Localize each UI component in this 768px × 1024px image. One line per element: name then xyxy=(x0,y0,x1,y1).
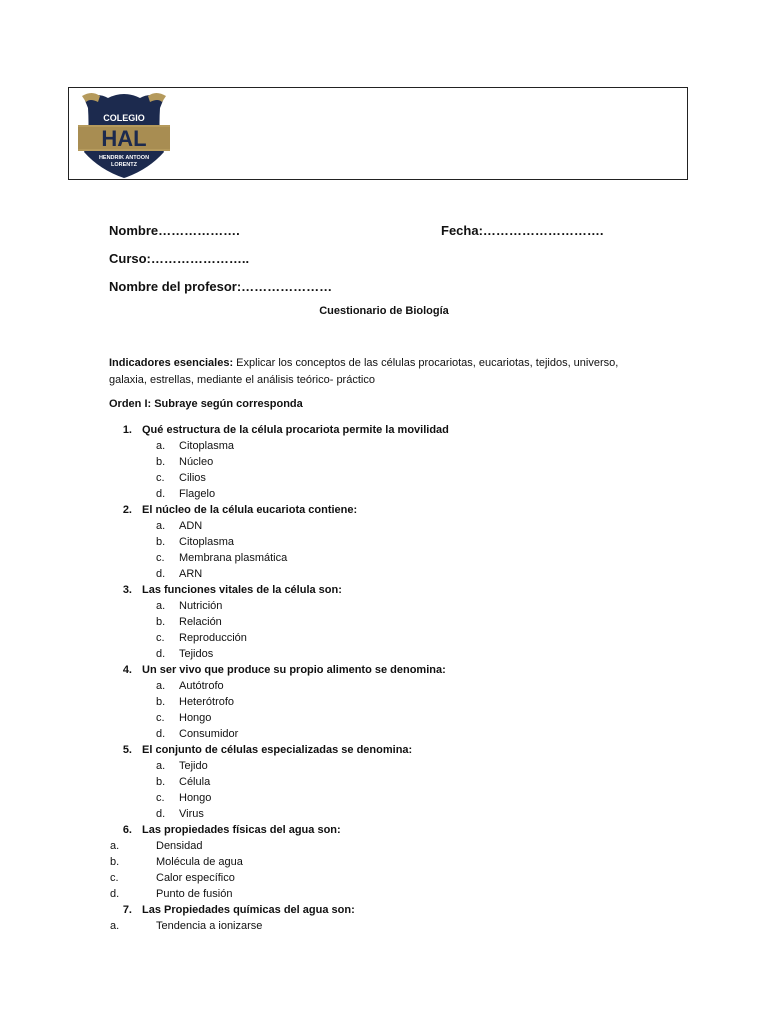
option-letter: b. xyxy=(156,536,166,548)
option-letter: c. xyxy=(156,792,165,804)
question-number: 5. xyxy=(122,744,132,756)
school-logo xyxy=(78,90,170,178)
option-letter: d. xyxy=(156,728,166,740)
logo-top-text: COLEGIO xyxy=(103,113,145,123)
logo-bottom-text-1: HENDRIK ANTOON xyxy=(98,155,150,161)
option-text: Autótrofo xyxy=(179,680,224,692)
question-text: Las funciones vitales de la célula son: xyxy=(142,584,342,596)
option-letter: a. xyxy=(110,840,120,852)
option-text: Densidad xyxy=(156,840,203,852)
option-text: Punto de fusión xyxy=(156,888,233,900)
option-letter: b. xyxy=(156,456,166,468)
date-field[interactable]: Fecha:………………………. xyxy=(441,223,604,238)
question-number: 7. xyxy=(122,904,132,916)
option-letter: b. xyxy=(110,856,120,868)
option-letter: d. xyxy=(110,888,120,900)
option-letter: a. xyxy=(156,440,166,452)
logo-bottom-text-2: LORENTZ xyxy=(111,162,137,168)
option-letter: d. xyxy=(156,568,166,580)
option-text: Tejidos xyxy=(179,648,214,660)
indicators-paragraph xyxy=(109,355,654,389)
option-letter: c. xyxy=(156,712,165,724)
option-letter: c. xyxy=(156,632,165,644)
option-text: Citoplasma xyxy=(179,440,235,452)
question-text: Las propiedades físicas del agua son: xyxy=(142,824,341,836)
question-number: 2. xyxy=(122,504,132,516)
option-text: ADN xyxy=(179,520,203,532)
option-text: Nutrición xyxy=(179,600,223,612)
question-text: Qué estructura de la célula procariota permite la movilidad xyxy=(142,424,449,436)
option-letter: a. xyxy=(156,680,166,692)
option-letter: a. xyxy=(156,600,166,612)
option-text: Tendencia a ionizarse xyxy=(156,920,263,932)
indicators-text: Explicar los conceptos de las células procariotas, eucariotas, tejidos, universo, galaxia, estrellas, mediante el análisis teórico- práctico xyxy=(109,357,619,386)
option-letter: a. xyxy=(156,520,166,532)
option-text: Virus xyxy=(179,808,204,820)
option-text: Flagelo xyxy=(179,488,216,500)
option-letter: d. xyxy=(156,488,166,500)
option-text: Núcleo xyxy=(179,456,214,468)
option-letter: c. xyxy=(156,552,165,564)
name-field[interactable]: Nombre………………. xyxy=(109,223,240,238)
question-number: 6. xyxy=(122,824,132,836)
question-number: 3. xyxy=(122,584,132,596)
option-text: Cilios xyxy=(179,472,206,484)
option-letter: c. xyxy=(156,472,165,484)
logo-main-text: HAL xyxy=(101,126,147,151)
header-box xyxy=(68,87,688,180)
option-letter: a. xyxy=(110,920,120,932)
option-text: Molécula de agua xyxy=(156,856,243,868)
option-text: Consumidor xyxy=(179,728,239,740)
option-text: Tejido xyxy=(179,760,208,772)
question-number: 1. xyxy=(122,424,132,436)
indicators-label: Indicadores esenciales: xyxy=(109,357,234,369)
option-letter: b. xyxy=(156,776,166,788)
section-heading: Orden I: Subraye según corresponda xyxy=(109,398,303,410)
option-letter: d. xyxy=(156,648,166,660)
option-text: ARN xyxy=(179,568,203,580)
question-text: El conjunto de células especializadas se denomina: xyxy=(142,744,413,756)
option-letter: b. xyxy=(156,696,166,708)
course-field[interactable]: Curso:………………….. xyxy=(109,251,250,266)
option-letter: c. xyxy=(110,872,119,884)
option-text: Calor específico xyxy=(156,872,235,884)
question-text: Las Propiedades químicas del agua son: xyxy=(142,904,355,916)
option-text: Citoplasma xyxy=(179,536,235,548)
question-text: El núcleo de la célula eucariota contiene: xyxy=(142,504,358,516)
option-text: Célula xyxy=(179,776,211,788)
question-text: Un ser vivo que produce su propio alimento se denomina: xyxy=(142,664,446,676)
option-letter: d. xyxy=(156,808,166,820)
teacher-field[interactable]: Nombre del profesor:………………… xyxy=(109,279,333,294)
option-text: Hongo xyxy=(179,712,212,724)
document-title: Cuestionario de Biología xyxy=(319,305,449,317)
option-text: Relación xyxy=(179,616,222,628)
option-letter: a. xyxy=(156,760,166,772)
option-letter: b. xyxy=(156,616,166,628)
question-number: 4. xyxy=(122,664,132,676)
option-text: Hongo xyxy=(179,792,212,804)
option-text: Heterótrofo xyxy=(179,696,235,708)
option-text: Membrana plasmática xyxy=(179,552,288,564)
option-text: Reproducción xyxy=(179,632,247,644)
